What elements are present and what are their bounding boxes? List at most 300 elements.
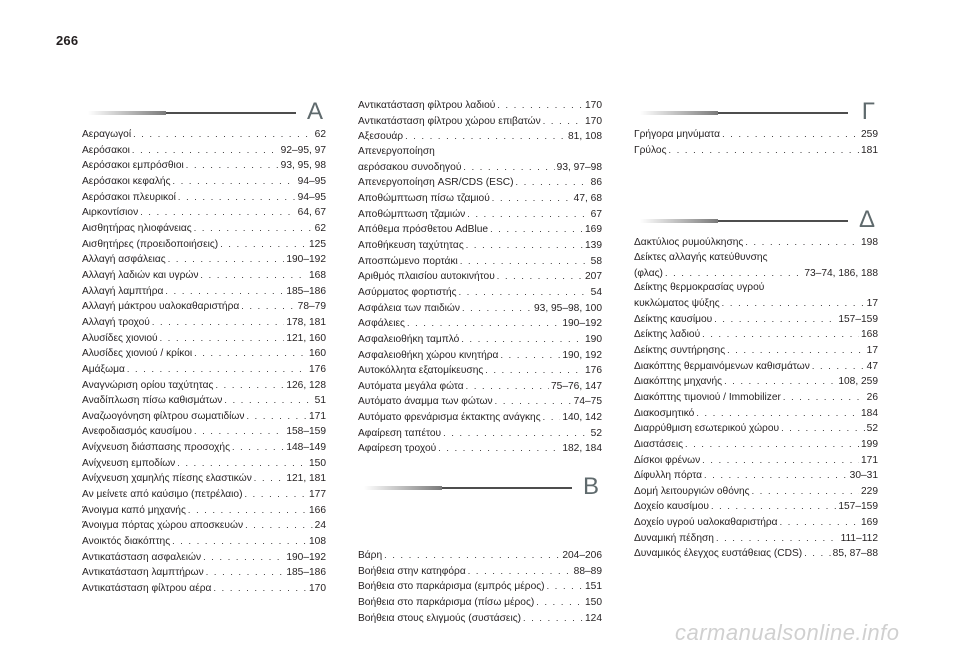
dot-leader <box>783 390 865 405</box>
index-term: Διακόπτης μηχανής <box>634 376 723 388</box>
page-reference: 170 <box>309 583 326 595</box>
watermark: carmanualsonline.info <box>675 620 900 645</box>
page-reference: 121, 160 <box>286 332 326 344</box>
page-reference: 93, 97–98 <box>556 161 602 173</box>
index-term: Δοχείο καυσίμου <box>634 501 709 513</box>
dot-leader <box>461 332 583 347</box>
index-entry <box>358 611 602 627</box>
dot-leader <box>254 471 285 486</box>
index-entry <box>82 268 326 284</box>
page-reference: 171 <box>861 454 878 466</box>
page-reference: 108, 259 <box>838 376 878 388</box>
index-entry <box>634 406 878 422</box>
page-reference: 160 <box>309 348 326 360</box>
page-reference: 166 <box>309 504 326 516</box>
index-term: Αλλαγή λαδιών και υγρών <box>82 269 199 281</box>
index-term: κυκλώματος ψύξης <box>634 297 720 309</box>
index-entry <box>634 359 878 375</box>
index-term: Αντικατάσταση φίλτρου λαδιού <box>358 100 496 111</box>
page-reference: 47, 68 <box>573 192 602 204</box>
dot-leader <box>490 222 583 237</box>
dot-leader <box>220 237 307 252</box>
page-reference: 170 <box>585 115 602 127</box>
index-entry <box>358 579 602 595</box>
page-reference: 157–159 <box>838 313 878 325</box>
section-letter: Δ <box>848 208 878 232</box>
page-reference: 17 <box>866 344 878 356</box>
dot-leader <box>696 406 859 421</box>
index-term: Αναδίπλωση πίσω καθισμάτων <box>82 395 223 407</box>
dot-leader <box>194 221 313 236</box>
index-entry <box>82 424 326 440</box>
page-reference: 150 <box>309 457 326 469</box>
index-entry <box>358 564 602 580</box>
index-entry <box>82 127 326 143</box>
index-entry <box>634 266 878 282</box>
index-term: Αντικατάσταση ασφαλειών <box>82 551 202 563</box>
page-reference: 30–31 <box>849 470 878 482</box>
index-entry <box>634 421 878 437</box>
index-term: Γρύλος <box>634 144 667 156</box>
page-reference: 64, 67 <box>297 207 326 219</box>
page-reference: 151 <box>585 581 602 593</box>
dot-leader <box>752 484 859 499</box>
index-entry <box>358 426 602 442</box>
index-term: Διακόπτης θερμαινόμενων καθισμάτων <box>634 360 810 372</box>
dot-leader <box>188 503 307 518</box>
dot-leader <box>200 268 307 283</box>
index-entry <box>634 468 878 484</box>
dot-leader <box>711 499 836 514</box>
section-letter: Β <box>572 475 602 499</box>
index-entry <box>82 299 326 315</box>
index-term: Άνοιγμα πόρτας χώρου αποσκευών <box>82 520 244 532</box>
dot-leader <box>186 158 279 173</box>
page-reference: 148–149 <box>286 442 326 454</box>
index-entry <box>634 251 878 266</box>
index-entry <box>358 301 602 317</box>
page-reference: 67 <box>590 208 602 220</box>
index-entry <box>634 281 878 296</box>
page-reference: 58 <box>590 255 602 267</box>
page-reference: 199 <box>861 438 878 450</box>
index-entry <box>82 190 326 206</box>
dot-leader <box>665 266 802 281</box>
dot-leader <box>206 565 285 580</box>
section-header-alpha <box>82 98 326 125</box>
dot-leader <box>547 579 583 594</box>
dot-leader <box>500 348 560 363</box>
page-reference: 171 <box>309 410 326 422</box>
index-entry <box>82 158 326 174</box>
page-reference: 78–79 <box>297 301 326 313</box>
index-term: Ασφαλειοθήκη ταμπλό <box>358 333 460 345</box>
index-term: Αιρκοντίσιον <box>82 207 139 219</box>
dot-leader <box>466 238 583 253</box>
dot-leader <box>246 409 307 424</box>
index-term: Ανίχνευση διάσπασης προσοχής <box>82 442 230 454</box>
dot-leader <box>173 174 296 189</box>
dot-leader <box>463 160 554 175</box>
index-entry <box>634 374 878 390</box>
page-reference: 93, 95–98, 100 <box>534 302 602 314</box>
page-reference: 190–192 <box>562 318 602 330</box>
index-entry <box>82 534 326 550</box>
index-term: Αισθητήρες (προειδοποιήσεις) <box>82 238 219 250</box>
page-reference: 190, 192 <box>562 349 602 361</box>
index-entry <box>82 581 326 597</box>
index-entry <box>634 531 878 547</box>
index-term: Αεραγωγοί <box>82 129 132 140</box>
index-term: Διαρρύθμιση εσωτερικού χώρου <box>634 423 780 435</box>
section-divider <box>640 112 878 114</box>
index-entry <box>82 409 326 425</box>
index-list-alpha-continued <box>358 98 602 457</box>
index-entry <box>358 175 602 191</box>
index-entry <box>82 237 326 253</box>
section-divider <box>88 112 326 114</box>
page-reference: 184 <box>861 407 878 419</box>
index-entry <box>358 207 602 223</box>
index-entry <box>358 98 602 114</box>
index-entry <box>358 595 602 611</box>
index-term: Αερόσακοι <box>82 144 130 156</box>
page-reference: 75–76, 147 <box>551 380 602 392</box>
index-entry <box>82 565 326 581</box>
index-term: Βάρη <box>358 550 383 562</box>
dot-leader <box>702 327 859 342</box>
section-header-delta <box>634 206 878 233</box>
index-entry <box>634 235 878 251</box>
index-entry <box>82 550 326 566</box>
index-term: (φλας) <box>634 267 663 279</box>
index-entry <box>634 453 878 469</box>
dot-leader <box>224 393 312 408</box>
dot-leader <box>714 312 836 327</box>
dot-leader <box>405 129 566 144</box>
index-entry <box>82 174 326 190</box>
index-entry <box>358 191 602 207</box>
dot-leader <box>804 546 830 561</box>
index-entry <box>358 379 602 395</box>
index-term: Αποθώμπτωση τζαμιών <box>358 208 466 220</box>
index-term: αερόσακου συνοδηγού <box>358 161 462 173</box>
page-reference: 181 <box>861 144 878 156</box>
index-entry <box>82 487 326 503</box>
dot-leader <box>781 421 865 436</box>
index-list-gamma <box>634 127 878 158</box>
index-entry <box>358 238 602 254</box>
index-entry <box>358 441 602 457</box>
index-term: Άνοιγμα καπό μηχανής <box>82 504 186 516</box>
index-term: Αλλαγή λαμπτήρα <box>82 285 164 297</box>
index-term: Απενεργοποίηση ASR/CDS (ESC) <box>358 177 514 189</box>
page-reference: 85, 87–88 <box>832 548 878 560</box>
dot-leader <box>232 440 284 455</box>
page-reference: 177 <box>309 489 326 501</box>
index-term: Ανοικτός διακόπτης <box>82 536 171 548</box>
index-entry <box>358 316 602 332</box>
index-term: Βοήθεια στους ελιγμούς (συστάσεις) <box>358 612 522 624</box>
dot-leader <box>384 548 560 563</box>
index-term: Αφαίρεση τροχού <box>358 443 437 455</box>
page-reference: 190–192 <box>286 254 326 266</box>
section-letter: Γ <box>848 100 878 124</box>
index-entry <box>634 499 878 515</box>
dot-leader <box>213 581 307 596</box>
dot-leader <box>780 515 859 530</box>
section-divider <box>640 220 878 222</box>
index-term: Αερόσακοι κεφαλής <box>82 175 171 187</box>
page-reference: 62 <box>314 129 326 140</box>
page-reference: 24 <box>314 520 326 532</box>
dot-leader <box>727 343 865 358</box>
index-term: Ασύρματος φορτιστής <box>358 286 457 298</box>
dot-leader <box>716 531 839 546</box>
dot-leader <box>497 98 583 113</box>
index-term: Βοήθεια στην κατηφόρα <box>358 565 466 577</box>
index-term: Βοήθεια στο παρκάρισμα (εμπρός μέρος) <box>358 581 545 593</box>
index-entry <box>82 252 326 268</box>
dot-leader <box>467 207 588 222</box>
index-column-3 <box>634 98 878 562</box>
index-entry <box>358 160 602 176</box>
dot-leader <box>215 378 284 393</box>
index-entry <box>82 456 326 472</box>
page-reference: 52 <box>866 423 878 435</box>
index-term: Αριθμός πλαισίου αυτοκινήτου <box>358 271 495 283</box>
index-term: Αντικατάσταση φίλτρου χώρου επιβατών <box>358 115 541 127</box>
index-term: Αερόσακοι εμπρόσθιοι <box>82 160 184 172</box>
index-entry <box>82 331 326 347</box>
dot-leader <box>194 424 284 439</box>
index-term: Αμάξωμα <box>82 363 125 375</box>
index-term: Αποθώμπτωση πίσω τζαμιού <box>358 192 490 204</box>
dot-leader <box>133 127 313 142</box>
page-reference: 74–75 <box>573 396 602 408</box>
index-term: Δείκτης λαδιού <box>634 329 701 341</box>
page-reference: 124 <box>585 612 602 624</box>
page-reference: 178, 181 <box>286 316 326 328</box>
index-term: Αφαίρεση ταπέτου <box>358 427 442 439</box>
index-entry <box>82 346 326 362</box>
dot-leader <box>543 114 583 129</box>
index-entry <box>82 471 326 487</box>
index-term: Ασφαλειοθήκη χώρου κινητήρα <box>358 349 499 361</box>
index-term: Διακοσμητικό <box>634 407 695 419</box>
index-entry <box>82 205 326 221</box>
index-term: Αντικατάσταση λαμπτήρων <box>82 567 204 579</box>
dot-leader <box>407 316 560 331</box>
index-term: Ανεφοδιασμός καυσίμου <box>82 426 192 438</box>
page-reference: 26 <box>866 391 878 403</box>
index-term: Δίσκοι φρένων <box>634 454 701 466</box>
dot-leader <box>462 301 532 316</box>
index-term: Δυναμική πέδηση <box>634 532 714 544</box>
index-entry <box>358 332 602 348</box>
dot-leader <box>168 252 285 267</box>
dot-leader <box>722 296 865 311</box>
page-reference: 204–206 <box>562 550 602 562</box>
index-entry <box>634 437 878 453</box>
index-entry <box>634 296 878 312</box>
index-term: Αποθήκευση ταχύτητας <box>358 239 464 251</box>
dot-leader <box>466 379 549 394</box>
dot-leader <box>172 534 307 549</box>
index-entry <box>634 312 878 328</box>
dot-leader <box>702 453 859 468</box>
page-reference: 182, 184 <box>562 443 602 455</box>
index-entry <box>634 327 878 343</box>
index-term: Αλλαγή τροχού <box>82 316 150 328</box>
dot-leader <box>245 518 313 533</box>
page-reference: 47 <box>866 360 878 372</box>
index-term: Αλυσίδες χιονιού <box>82 332 158 344</box>
index-term: Δομή λειτουργιών οθόνης <box>634 485 750 497</box>
page-reference: 81, 108 <box>568 131 602 143</box>
index-entry <box>358 285 602 301</box>
index-term: Ανίχνευση εμποδίων <box>82 457 176 469</box>
index-term: Ασφάλειες <box>358 318 405 330</box>
dot-leader <box>516 175 589 190</box>
index-term: Αξεσουάρ <box>358 131 404 143</box>
page-reference: 176 <box>309 363 326 375</box>
index-term: Δακτύλιος ρυμούλκησης <box>634 237 744 249</box>
index-term: Ασφάλεια των παιδιών <box>358 302 460 314</box>
page-reference: 207 <box>585 271 602 283</box>
dot-leader <box>495 394 572 409</box>
index-term: Δείκτης θερμοκρασίας υγρού <box>634 282 765 294</box>
page-reference: 121, 181 <box>286 473 326 485</box>
index-entry <box>358 363 602 379</box>
index-term: Διαστάσεις <box>634 438 684 450</box>
page-reference: 169 <box>585 224 602 236</box>
page-reference: 94–95 <box>297 175 326 187</box>
page-reference: 157–159 <box>838 501 878 513</box>
page-reference: 158–159 <box>286 426 326 438</box>
index-entry <box>82 378 326 394</box>
dot-leader <box>165 284 284 299</box>
index-term: Ανίχνευση χαμηλής πίεσης ελαστικών <box>82 473 252 485</box>
index-entry <box>82 518 326 534</box>
index-list-delta <box>634 235 878 562</box>
index-entry <box>82 143 326 159</box>
page-reference: 52 <box>590 427 602 439</box>
index-entry <box>358 114 602 130</box>
index-entry <box>82 362 326 378</box>
index-entry <box>634 143 878 159</box>
page-reference: 54 <box>590 286 602 298</box>
page-reference: 88–89 <box>573 565 602 577</box>
index-entry <box>634 343 878 359</box>
index-entry <box>358 269 602 285</box>
page-reference: 140, 142 <box>562 412 602 424</box>
index-term: Βοήθεια στο παρκάρισμα (πίσω μέρος) <box>358 597 535 609</box>
page-reference: 73–74, 186, 188 <box>804 267 878 279</box>
page-reference: 176 <box>585 365 602 377</box>
page-reference: 62 <box>314 222 326 234</box>
index-term: Αντικατάσταση φίλτρου αέρα <box>82 583 212 595</box>
dot-leader <box>669 143 860 158</box>
dot-leader <box>812 359 865 374</box>
index-term: Αυτοκόλλητα εξατομίκευσης <box>358 365 484 377</box>
page-reference: 168 <box>309 269 326 281</box>
dot-leader <box>468 564 572 579</box>
page-reference: 169 <box>861 517 878 529</box>
page-number: 266 <box>56 33 79 48</box>
index-term: Αυτόματα μεγάλα φώτα <box>358 380 464 392</box>
dot-leader <box>203 550 284 565</box>
index-entry <box>634 484 878 500</box>
index-term: Αυτόματο φρενάρισμα έκτακτης ανάγκης <box>358 412 541 424</box>
page-reference: 185–186 <box>286 285 326 297</box>
index-term: Αναζωογόνηση φίλτρου σωματιδίων <box>82 410 245 422</box>
index-term: Δείκτες αλλαγής κατεύθυνσης <box>634 251 768 263</box>
index-entry <box>634 546 878 562</box>
page-reference: 92–95, 97 <box>280 144 326 156</box>
index-term: Δοχείο υγρού υαλοκαθαριστήρα <box>634 517 778 529</box>
index-term: Αυτόματο άναμμα των φώτων <box>358 396 493 408</box>
index-term: Απενεργοποίηση <box>358 145 435 157</box>
page-reference: 139 <box>585 239 602 251</box>
section-divider <box>364 487 602 489</box>
index-entry <box>634 515 878 531</box>
page-reference: 94–95 <box>297 191 326 203</box>
dot-leader <box>443 426 589 441</box>
index-term: Διακόπτης τιμονιού / Immobilizer <box>634 391 781 403</box>
dot-leader <box>244 487 307 502</box>
dot-leader <box>704 468 848 483</box>
page-reference: 93, 95, 98 <box>280 160 326 172</box>
dot-leader <box>724 374 836 389</box>
page-reference: 259 <box>861 129 878 140</box>
dot-leader <box>460 254 589 269</box>
page-reference: 111–112 <box>840 532 878 544</box>
dot-leader <box>492 191 572 206</box>
index-term: Αν μείνετε από καύσιμο (πετρέλαιο) <box>82 489 243 501</box>
index-entry <box>82 440 326 456</box>
dot-leader <box>194 346 307 361</box>
index-entry <box>358 129 602 145</box>
index-entry <box>358 222 602 238</box>
section-letter: Α <box>296 100 326 124</box>
index-entry <box>358 548 602 564</box>
page-reference: 168 <box>861 329 878 341</box>
index-term: Αλυσίδες χιονιού / κρίκοι <box>82 348 193 360</box>
index-list-beta <box>358 548 602 626</box>
index-term: Αποσπώμενο πορτάκι <box>358 255 458 267</box>
page-reference: 125 <box>309 238 326 250</box>
index-column-1 <box>82 98 326 597</box>
index-term: Αναγνώριση ορίου ταχύτητας <box>82 379 214 391</box>
page-reference: 190 <box>585 333 602 345</box>
dot-leader <box>523 611 583 626</box>
index-term: Αλλαγή μάκτρου υαλοκαθαριστήρα <box>82 301 240 313</box>
dot-leader <box>132 143 279 158</box>
page-reference: 51 <box>314 395 326 407</box>
index-entry <box>82 315 326 331</box>
index-list-alpha <box>82 127 326 597</box>
index-term: Απόθεμα πρόσθετου AdBlue <box>358 224 489 236</box>
section-header-gamma <box>634 98 878 125</box>
index-term: Δείκτης καυσίμου <box>634 313 713 325</box>
index-term: Γρήγορα μηνύματα <box>634 129 721 140</box>
dot-leader <box>543 410 561 425</box>
index-entry <box>358 348 602 364</box>
dot-leader <box>177 456 307 471</box>
index-entry <box>358 254 602 270</box>
section-header-beta <box>358 473 602 500</box>
